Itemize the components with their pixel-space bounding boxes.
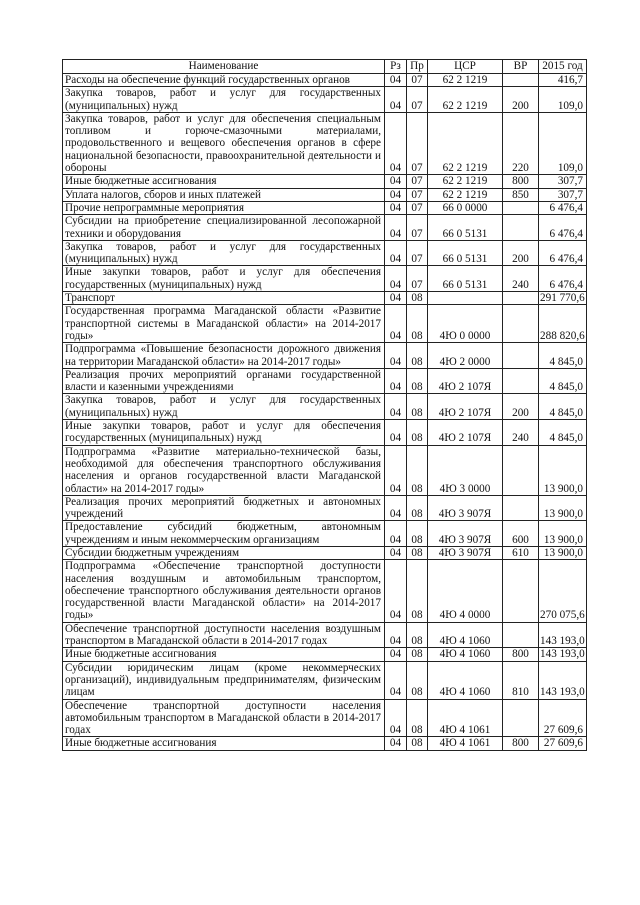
row-csr-cell (428, 292, 503, 305)
row-rz-cell: 04 (385, 368, 407, 394)
table-row (63, 240, 587, 266)
row-sum-cell: 13 900,0 (539, 495, 587, 521)
header-csr: ЦСР (428, 60, 503, 74)
table-row (63, 420, 587, 446)
row-name-cell: Расходы на обеспечение функций государственных органов (63, 74, 385, 87)
row-vr-cell: 610 (503, 546, 539, 559)
row-sum-cell: 4 845,0 (539, 420, 587, 446)
row-name-cell: Иные бюджетные ассигнования (63, 175, 385, 188)
row-sum-cell: 4 845,0 (539, 394, 587, 420)
row-csr-cell: 62 2 1219 (428, 74, 503, 87)
row-rz-cell: 04 (385, 292, 407, 305)
row-name-cell: Субсидии юридическим лицам (кроме некоммерческих организаций), индивидуальным предпринимателям, физическим лицам (63, 661, 385, 699)
row-sum-cell: 6 476,4 (539, 215, 587, 241)
row-name-cell: Закупка товаров, работ и услуг для государственных (муниципальных) нужд (63, 240, 385, 266)
table-row (63, 343, 587, 369)
row-csr-cell: 4Ю 3 907Я (428, 495, 503, 521)
row-csr-cell: 62 2 1219 (428, 112, 503, 174)
table-row (63, 737, 587, 750)
row-pr-cell: 07 (407, 240, 428, 266)
row-name-cell: Обеспечение транспортной доступности населения автомобильным транспортом в Магаданской области в 2014-2017 годах (63, 699, 385, 737)
row-vr-cell (503, 215, 539, 241)
header-name: Наименование (63, 60, 385, 74)
row-vr-cell: 200 (503, 87, 539, 113)
row-vr-cell: 220 (503, 112, 539, 174)
row-pr-cell: 07 (407, 266, 428, 292)
row-vr-cell (503, 445, 539, 495)
row-vr-cell: 800 (503, 175, 539, 188)
row-pr-cell: 07 (407, 215, 428, 241)
row-pr-cell: 08 (407, 305, 428, 343)
row-csr-cell: 4Ю 3 907Я (428, 546, 503, 559)
table-row (63, 495, 587, 521)
table-row (63, 74, 587, 87)
row-rz-cell: 04 (385, 495, 407, 521)
row-vr-cell: 800 (503, 737, 539, 750)
budget-table (62, 59, 587, 751)
table-row (63, 87, 587, 113)
row-vr-cell: 800 (503, 648, 539, 661)
table-row (63, 266, 587, 292)
row-rz-cell: 04 (385, 445, 407, 495)
row-rz-cell: 04 (385, 394, 407, 420)
row-pr-cell: 07 (407, 74, 428, 87)
row-sum-cell: 416,7 (539, 74, 587, 87)
row-sum-cell: 6 476,4 (539, 266, 587, 292)
row-csr-cell: 4Ю 4 1061 (428, 737, 503, 750)
row-pr-cell: 08 (407, 622, 428, 648)
row-vr-cell (503, 74, 539, 87)
row-name-cell: Иные закупки товаров, работ и услуг для обеспечения государственных (муниципальных) нужд (63, 266, 385, 292)
row-rz-cell: 04 (385, 240, 407, 266)
row-vr-cell (503, 201, 539, 214)
row-sum-cell: 288 820,6 (539, 305, 587, 343)
row-pr-cell: 07 (407, 188, 428, 201)
table-body (63, 74, 587, 751)
table-row (63, 188, 587, 201)
table-row (63, 112, 587, 174)
table-row (63, 445, 587, 495)
row-rz-cell: 04 (385, 87, 407, 113)
row-vr-cell: 200 (503, 394, 539, 420)
row-name-cell: Иные бюджетные ассигнования (63, 648, 385, 661)
row-pr-cell: 08 (407, 546, 428, 559)
row-rz-cell: 04 (385, 343, 407, 369)
row-csr-cell: 66 0 5131 (428, 240, 503, 266)
row-sum-cell: 143 193,0 (539, 622, 587, 648)
table-row (63, 699, 587, 737)
row-name-cell: Подпрограмма «Обеспечение транспортной доступности населения воздушным и автомобильным транспортом, обеспечение транспортного обслуживания деятельности органов государственной власти Магаданской области» на 2014-2017 годы» (63, 560, 385, 622)
row-name-cell: Закупка товаров, работ и услуг для обеспечения специальным топливом и горюче-смазочными материалами, продовольственного и вещевого обеспечения органов в сфере национальной безопасности, правоохранительной деятельности и обороны (63, 112, 385, 174)
row-rz-cell: 04 (385, 661, 407, 699)
row-sum-cell: 13 900,0 (539, 445, 587, 495)
row-csr-cell: 4Ю 2 0000 (428, 343, 503, 369)
row-name-cell: Иные закупки товаров, работ и услуг для обеспечения государственных (муниципальных) нужд (63, 420, 385, 446)
row-name-cell: Государственная программа Магаданской области «Развитие транспортной системы в Магаданской области» на 2014-2017 годы» (63, 305, 385, 343)
row-csr-cell: 66 0 0000 (428, 201, 503, 214)
row-vr-cell: 200 (503, 240, 539, 266)
header-year: 2015 год (539, 60, 587, 74)
table-row (63, 215, 587, 241)
row-vr-cell (503, 699, 539, 737)
row-csr-cell: 4Ю 4 0000 (428, 560, 503, 622)
row-pr-cell: 08 (407, 343, 428, 369)
row-sum-cell: 4 845,0 (539, 368, 587, 394)
row-pr-cell: 08 (407, 648, 428, 661)
row-pr-cell: 07 (407, 87, 428, 113)
row-sum-cell: 4 845,0 (539, 343, 587, 369)
row-pr-cell: 08 (407, 699, 428, 737)
row-pr-cell: 08 (407, 445, 428, 495)
table-row (63, 521, 587, 547)
row-vr-cell (503, 368, 539, 394)
row-name-cell: Уплата налогов, сборов и иных платежей (63, 188, 385, 201)
row-csr-cell: 62 2 1219 (428, 175, 503, 188)
row-rz-cell: 04 (385, 420, 407, 446)
row-sum-cell: 307,7 (539, 175, 587, 188)
row-csr-cell: 4Ю 2 107Я (428, 368, 503, 394)
row-sum-cell: 291 770,6 (540, 292, 585, 305)
row-vr-cell: 600 (503, 521, 539, 547)
row-sum-cell: 307,7 (539, 188, 587, 201)
row-vr-cell: 850 (503, 188, 539, 201)
row-name-cell: Подпрограмма «Развитие материально-технической базы, необходимой для обеспечения транспортного обслуживания населения и органов государственной власти Магаданской области» на 2014-2017 годы» (63, 445, 385, 495)
row-rz-cell: 04 (385, 201, 407, 214)
row-rz-cell: 04 (385, 546, 407, 559)
row-name-cell: Реализация прочих мероприятий бюджетных и автономных учреждений (63, 495, 385, 521)
row-rz-cell: 04 (385, 266, 407, 292)
row-pr-cell: 08 (407, 495, 428, 521)
row-csr-cell: 4Ю 4 1060 (428, 661, 503, 699)
row-name-cell: Закупка товаров, работ и услуг для государственных (муниципальных) нужд (63, 394, 385, 420)
row-csr-cell: 66 0 5131 (428, 215, 503, 241)
row-rz-cell: 04 (385, 648, 407, 661)
row-rz-cell: 04 (385, 215, 407, 241)
row-vr-cell (503, 560, 539, 622)
row-sum-cell: 109,0 (539, 87, 587, 113)
row-csr-cell: 4Ю 4 1061 (428, 699, 503, 737)
row-rz-cell: 04 (385, 560, 407, 622)
row-csr-cell: 4Ю 4 1060 (428, 648, 503, 661)
row-vr-cell (503, 292, 539, 305)
row-csr-cell: 4Ю 2 107Я (428, 420, 503, 446)
row-rz-cell: 04 (385, 112, 407, 174)
row-sum-cell: 109,0 (539, 112, 587, 174)
table-header-row (63, 60, 587, 74)
row-name-cell: Прочие непрограммные мероприятия (63, 201, 385, 214)
row-sum-cell: 27 609,6 (539, 737, 587, 750)
row-pr-cell: 08 (407, 292, 428, 305)
table-row (63, 546, 587, 559)
row-sum-cell: 143 193,0 (539, 661, 587, 699)
row-pr-cell: 07 (407, 175, 428, 188)
row-rz-cell: 04 (385, 175, 407, 188)
row-csr-cell: 4Ю 3 0000 (428, 445, 503, 495)
row-name-cell: Субсидии бюджетным учреждениям (63, 546, 385, 559)
row-name-cell: Иные бюджетные ассигнования (63, 737, 385, 750)
table-row (63, 394, 587, 420)
row-csr-cell: 4Ю 2 107Я (428, 394, 503, 420)
table-row (63, 201, 587, 214)
row-vr-cell: 810 (503, 661, 539, 699)
table-row (63, 305, 587, 343)
row-pr-cell: 07 (407, 201, 428, 214)
row-rz-cell: 04 (385, 305, 407, 343)
row-sum-cell: 6 476,4 (539, 240, 587, 266)
table-row (63, 560, 587, 622)
row-sum-cell: 143 193,0 (540, 648, 585, 661)
table-row (63, 292, 587, 305)
row-sum-cell: 27 609,6 (539, 699, 587, 737)
row-rz-cell: 04 (385, 521, 407, 547)
header-vr: ВР (503, 60, 539, 74)
table-row (63, 622, 587, 648)
table-row (63, 368, 587, 394)
row-vr-cell (503, 495, 539, 521)
row-sum-cell: 13 900,0 (539, 546, 587, 559)
row-vr-cell (503, 622, 539, 648)
row-name-cell: Подпрограмма «Повышение безопасности дорожного движения на территории Магаданской области» на 2014-2017 годы» (63, 343, 385, 369)
row-csr-cell: 4Ю 3 907Я (428, 521, 503, 547)
row-pr-cell: 08 (407, 661, 428, 699)
table-row (63, 175, 587, 188)
table-row (63, 648, 587, 661)
row-sum-cell: 13 900,0 (539, 521, 587, 547)
row-pr-cell: 08 (407, 521, 428, 547)
row-vr-cell: 240 (503, 420, 539, 446)
row-csr-cell: 66 0 5131 (428, 266, 503, 292)
header-pr: Пр (407, 60, 428, 74)
row-rz-cell: 04 (385, 737, 407, 750)
row-sum-cell: 6 476,4 (539, 201, 587, 214)
row-csr-cell: 4Ю 0 0000 (428, 305, 503, 343)
row-csr-cell: 62 2 1219 (428, 87, 503, 113)
row-pr-cell: 08 (407, 737, 428, 750)
row-rz-cell: 04 (385, 622, 407, 648)
row-rz-cell: 04 (385, 74, 407, 87)
header-rz: Рз (385, 60, 407, 74)
row-pr-cell: 08 (407, 420, 428, 446)
row-name-cell: Закупка товаров, работ и услуг для государственных (муниципальных) нужд (63, 87, 385, 113)
table-row (63, 661, 587, 699)
row-name-cell: Реализация прочих мероприятий органами государственной власти и казенными учреждениями (63, 368, 385, 394)
row-rz-cell: 04 (385, 699, 407, 737)
row-pr-cell: 08 (407, 560, 428, 622)
row-vr-cell (503, 343, 539, 369)
row-name-cell: Обеспечение транспортной доступности населения воздушным транспортом в Магаданской области в 2014-2017 годах (63, 622, 385, 648)
row-pr-cell: 08 (407, 368, 428, 394)
row-vr-cell (503, 305, 539, 343)
document-page (62, 59, 586, 751)
row-sum-cell: 270 075,6 (539, 560, 587, 622)
row-name-cell: Предоставление субсидий бюджетным, автономным учреждениям и иным некоммерческим организациям (63, 521, 385, 547)
row-name-cell: Транспорт (63, 292, 385, 305)
row-csr-cell: 4Ю 4 1060 (428, 622, 503, 648)
row-pr-cell: 08 (407, 394, 428, 420)
row-name-cell: Субсидии на приобретение специализированной лесопожарной техники и оборудования (63, 215, 385, 241)
row-rz-cell: 04 (385, 188, 407, 201)
row-pr-cell: 07 (407, 112, 428, 174)
row-vr-cell: 240 (503, 266, 539, 292)
row-csr-cell: 62 2 1219 (428, 188, 503, 201)
